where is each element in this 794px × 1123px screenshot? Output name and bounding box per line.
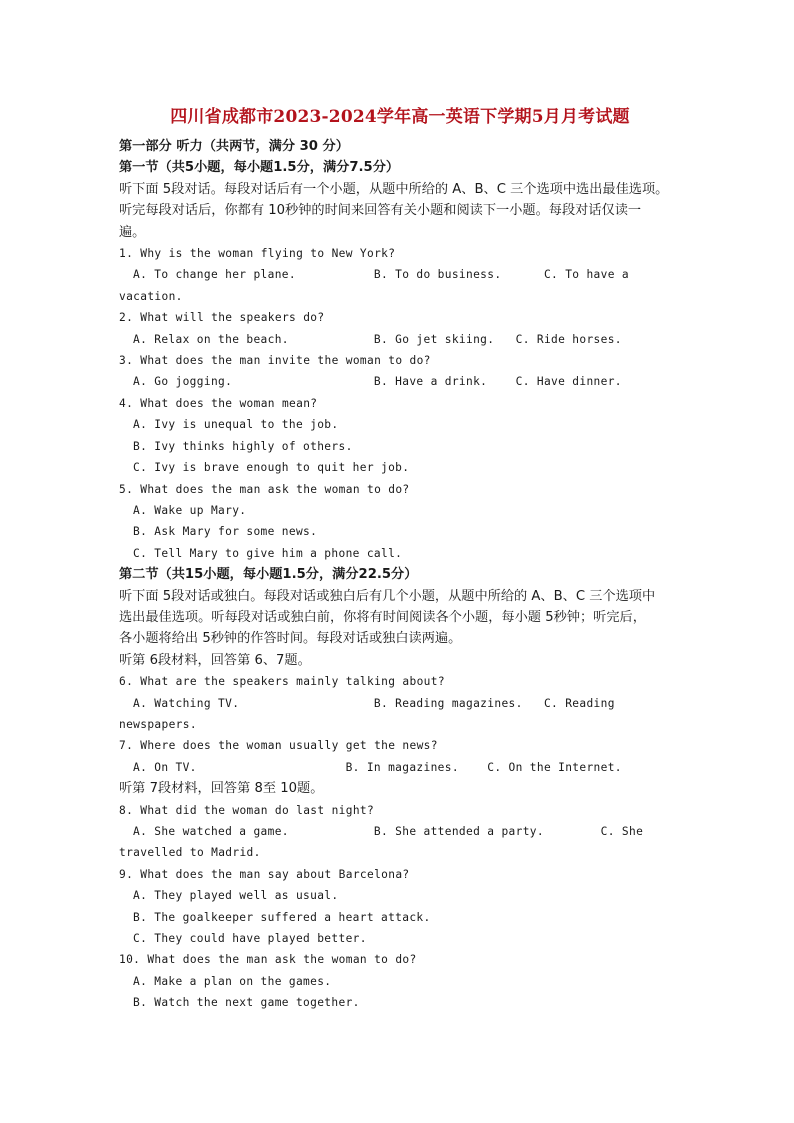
option-line: A. Relax on the beach. B. Go jet skiing. C. Ride horses. [133,332,622,346]
question-line: 10. What does the man ask the woman to do? [119,953,417,967]
question-line: 7. Where does the woman usually get the news? [119,739,438,753]
question-line: 9. What does the man say about Barcelona? [119,867,410,881]
option-line: B. Watch the next game together. [133,996,360,1010]
instruction-line: 听第 6段材料，回答第 6、7题。 [119,652,311,668]
question-line: 5. What does the man ask the woman to do? [119,482,410,496]
instruction-line: 各小题将给出 5秒钟的作答时间。每段对话或独白读两遍。 [119,631,462,647]
instruction-line: 遍。 [119,224,146,240]
question-line: 4. What does the woman mean? [119,396,318,410]
option-line: A. To change her plane. B. To do business. C. To have a [133,268,629,282]
option-line: C. Tell Mary to give him a phone call. [133,546,403,560]
option-line: B. The goalkeeper suffered a heart attack. [133,910,431,924]
section-heading: 第一节（共5小题，每小题1.5分，满分7.5分） [119,160,400,176]
instruction-line: 听下面 5段对话或独白。每段对话或独白后有几个小题，从题中所给的 A、B、C 三个选项中 [119,588,656,604]
instruction-line: 听第 7段材料，回答第 8至 10题。 [119,781,324,797]
instruction-line: 选出最佳选项。听每段对话或独白前，你将有时间阅读各个小题，每小题 5秒钟；听完后， [119,609,646,625]
exam-page [119,104,681,1014]
option-line: B. Ask Mary for some news. [133,525,318,539]
question-line: 3. What does the man invite the woman to do? [119,354,431,368]
option-line: C. They could have played better. [133,932,367,946]
option-line: A. On TV. B. In magazines. C. On the Internet. [133,760,622,774]
section-heading: 第一部分 听力（共两节，满分 30 分） [119,139,349,154]
instruction-line: 听完每段对话后，你都有 10秒钟的时间来回答有关小题和阅读下一小题。每段对话仅读一 [119,203,642,219]
question-line: 1. Why is the woman flying to New York? [119,247,396,261]
question-line: newspapers. [119,717,197,731]
option-line: A. Make a plan on the games. [133,974,332,988]
instruction-line: 听下面 5段对话。每段对话后有一个小题，从题中所给的 A、B、C 三个选项中选出最佳选项。 [119,181,669,197]
option-line: A. Watching TV. B. Reading magazines. C. Reading [133,696,615,710]
question-line: 6. What are the speakers mainly talking about? [119,675,445,689]
option-line: A. She watched a game. B. She attended a party. C. She [133,825,644,838]
option-line: A. They played well as usual. [133,889,339,903]
option-line: A. Wake up Mary. [133,503,247,517]
question-line: travelled to Madrid. [119,846,261,860]
option-line: C. Ivy is brave enough to quit her job. [133,461,410,475]
exam-content [119,136,681,1014]
section-heading: 第二节（共15小题，每小题1.5分，满分22.5分） [119,567,418,583]
exam-title: 四川省成都市2023-2024学年高一英语下学期5月月考试题 [170,107,630,127]
option-line: A. Go jogging. B. Have a drink. C. Have dinner. [133,375,622,389]
question-line: vacation. [119,289,183,303]
question-line: 8. What did the woman do last night? [119,803,375,817]
question-line: 2. What will the speakers do? [119,311,325,325]
option-line: A. Ivy is unequal to the job. [133,418,339,432]
option-line: B. Ivy thinks highly of others. [133,439,353,453]
